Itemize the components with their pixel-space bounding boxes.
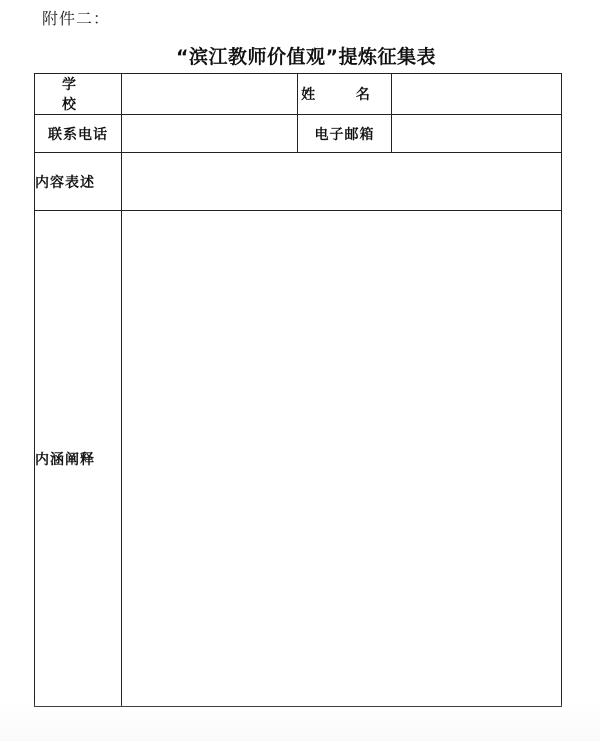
phone-label: 联系电话 [35,115,122,153]
summary-field[interactable] [122,153,562,211]
phone-field[interactable] [122,115,298,153]
name-label: 姓 名 [298,74,392,115]
row-explanation [35,211,562,707]
row-school-name [35,74,562,115]
email-field[interactable] [392,115,562,153]
school-field[interactable] [122,74,298,115]
explanation-label: 内涵阐释 [35,211,122,707]
bottom-fade [0,701,600,741]
row-contact [35,115,562,153]
collection-form-table [34,73,562,707]
name-field[interactable] [392,74,562,115]
explanation-field[interactable] [122,211,562,707]
row-summary [35,153,562,211]
form-title: “滨江教师价值观”提炼征集表 [176,46,436,68]
summary-label: 内容表述 [35,153,122,211]
school-label: 学 校 [35,74,122,115]
attachment-label: 附件二： [42,9,111,28]
email-label: 电子邮箱 [298,115,392,153]
